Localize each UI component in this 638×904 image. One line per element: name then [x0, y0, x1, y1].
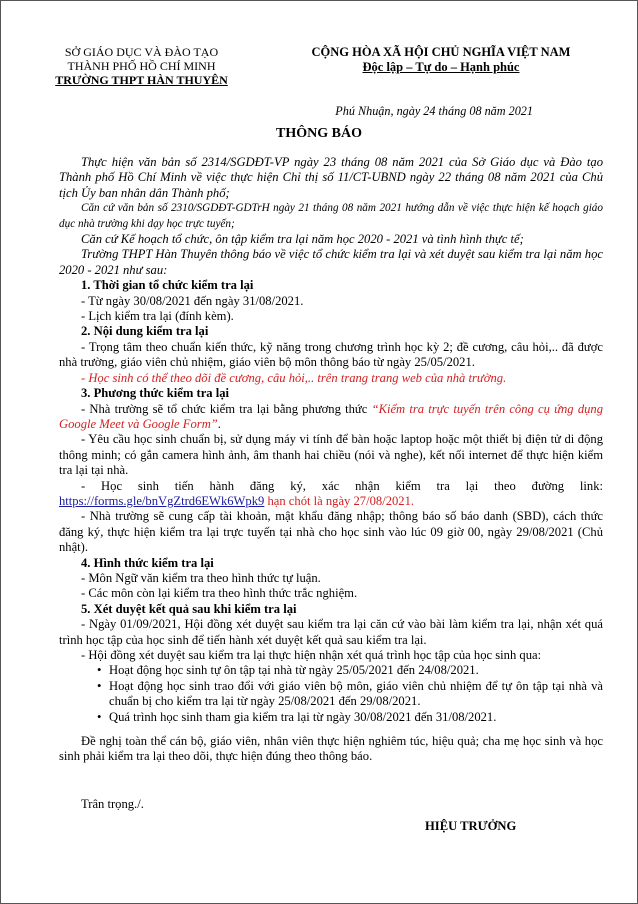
registration-text: - Học sinh tiến hành đăng ký, xác nhận kiểm tra lại theo đường link:: [81, 478, 603, 493]
section-5-heading: 5. Xét duyệt kết quả sau khi kiểm tra lại: [81, 601, 297, 616]
issuer-school: TRƯỜNG THPT HÀN THUYÊN: [55, 73, 228, 87]
bullet-icon: •: [97, 709, 102, 724]
intro-paragraph-1: Thực hiện văn bản số 2314/SGDĐT-VP ngày 23 tháng 08 năm 2021 của Sở Giáo dục và Đào tạo Thành phố Hồ Chí Minh về việc thực hiện Chỉ thị số 11/CT-UBND ngày 22 tháng 08 năm 2021 của Chủ tịch Ủy ban nhân dân Thành phố;: [59, 155, 603, 200]
section-3-item-equipment: - Yêu cầu học sinh chuẩn bị, sử dụng máy vi tính để bàn hoặc laptop hoặc một thiết bị điện tử di động thông minh; có gắn camera hình ảnh, âm thanh hai chiều (nói và nghe), kết nối internet để thực hiện kiểm tra lại tại nhà.: [59, 432, 603, 478]
section-4-heading: 4. Hình thức kiểm tra lại: [81, 555, 214, 570]
bullet-icon: •: [97, 663, 102, 678]
section-3-item-registration: [59, 479, 603, 510]
closing-paragraph: Đề nghị toàn thể cán bộ, giáo viên, nhân viên thực hiện nghiêm túc, hiệu quả; cha mẹ học sinh và học sinh phải kiểm tra lại theo dõi, thực hiện đúng theo thông báo.: [59, 734, 603, 764]
section-1-item: - Từ ngày 30/08/2021 đến ngày 31/08/2021.: [81, 293, 304, 308]
section-5-item: - Ngày 01/09/2021, Hội đồng xét duyệt sau kiểm tra lại căn cứ vào bài làm kiểm tra lại, nhận xét quá trình học tập của học sinh để tiến hành xét duyệt kết quả sau kiểm tra lại.: [59, 617, 603, 647]
section-2-item: - Trọng tâm theo chuẩn kiến thức, kỹ năng trong chương trình học kỳ 2; đề cương, câu hỏi,.. đã được nhà trường, giáo viên chủ nhiệm, giáo viên bộ môn thông báo từ ngày 25/05/2021.: [59, 339, 603, 370]
intro-paragraph-3: Căn cứ Kế hoạch tổ chức, ôn tập kiểm tra lại năm học 2020 - 2021 và tình hình thực tế;: [81, 232, 524, 247]
issuer-city: THÀNH PHỐ HỒ CHÍ MINH: [67, 59, 216, 73]
section-3-item-account: - Nhà trường sẽ cung cấp tài khoản, mật khẩu đăng nhập; thông báo số báo danh (SBD), cách thức đăng ký, thực hiện kiểm tra lại trực tuyến tại nhà cho học sinh vào lúc 09 giờ 00, ngày 29/08/2021 (Chủ nhật).: [59, 509, 603, 555]
method-highlight: “Kiểm tra trực tuyến trên công cụ ứng dụng Google Meet và Google Form”: [59, 401, 604, 431]
section-5-item: - Hội đồng xét duyệt sau kiểm tra lại thực hiện nhận xét quá trình học tập của học sinh qua:: [81, 648, 542, 662]
section-4-item: - Các môn còn lại kiểm tra theo hình thức trắc nghiệm.: [81, 586, 358, 601]
section-4-item: - Môn Ngữ văn kiểm tra theo hình thức tự luận.: [81, 570, 321, 585]
bullet-icon: •: [97, 678, 102, 693]
national-header: [276, 45, 606, 75]
bullet-text: Hoạt động học sinh tự ôn tập tại nhà từ ngày 25/05/2021 đến 24/08/2021.: [109, 663, 479, 678]
bullet-text: Hoạt động học sinh trao đổi với giáo viên bộ môn, giáo viên chủ nhiệm để tự ôn tập tại nhà và chuẩn bị cho kiểm tra lại từ ngày 25/08/2021 đến 29/08/2021.: [109, 678, 603, 709]
intro-paragraph-2: Căn cứ văn bản số 2310/SGDĐT-GDTrH ngày 21 tháng 08 năm 2021 hướng dẫn về việc thực hiện kế hoạch giáo dục nhà trường khi dạy học trực tuyến;: [59, 202, 603, 230]
national-motto: Độc lập – Tự do – Hạnh phúc: [362, 60, 520, 74]
registration-deadline: hạn chót là ngày 27/08/2021.: [264, 493, 415, 508]
bullet-text: Quá trình học sinh tham gia kiểm tra lại từ ngày 30/08/2021 đến 31/08/2021.: [109, 709, 497, 724]
section-5-bullet: [59, 679, 603, 710]
issuer-department: SỞ GIÁO DỤC VÀ ĐÀO TẠO: [64, 45, 219, 59]
document-title: THÔNG BÁO: [276, 126, 362, 141]
section-5-bullet: [59, 663, 603, 678]
section-1-item: - Lịch kiểm tra lại (đính kèm).: [81, 309, 234, 324]
section-2-item-website-note: - Học sinh có thể theo dõi đề cương, câu hỏi,.. trên trang trang web của nhà trường.: [81, 370, 507, 385]
document-body: [59, 155, 603, 765]
document-date: Phú Nhuận, ngày 24 tháng 08 năm 2021: [335, 104, 533, 118]
intro-paragraph-4: Trường THPT Hàn Thuyên thông báo về việc tổ chức kiểm tra lại và xét duyệt sau kiểm tra lại năm học 2020 - 2021 như sau:: [59, 247, 603, 277]
issuer-header: [39, 45, 244, 87]
section-1-heading: 1. Thời gian tổ chức kiểm tra lại: [81, 278, 254, 293]
section-2-heading: 2. Nội dung kiểm tra lại: [81, 324, 209, 339]
registration-link[interactable]: https://forms.gle/bnVgZtrd6EWk6Wpk9: [59, 493, 265, 508]
national-title: CỘNG HÒA XÃ HỘI CHỦ NGHĨA VIỆT NAM: [311, 45, 571, 59]
signature-title: HIỆU TRƯỞNG: [425, 819, 517, 833]
section-3-heading: 3. Phương thức kiểm tra lại: [81, 386, 230, 401]
closing-thanks: Trân trọng./.: [81, 797, 144, 811]
section-3-item-method: [59, 402, 603, 433]
method-end: .: [217, 416, 221, 431]
section-5-bullet: [59, 710, 603, 725]
method-text: - Nhà trường sẽ tổ chức kiểm tra lại bằng phương thức: [81, 401, 372, 416]
